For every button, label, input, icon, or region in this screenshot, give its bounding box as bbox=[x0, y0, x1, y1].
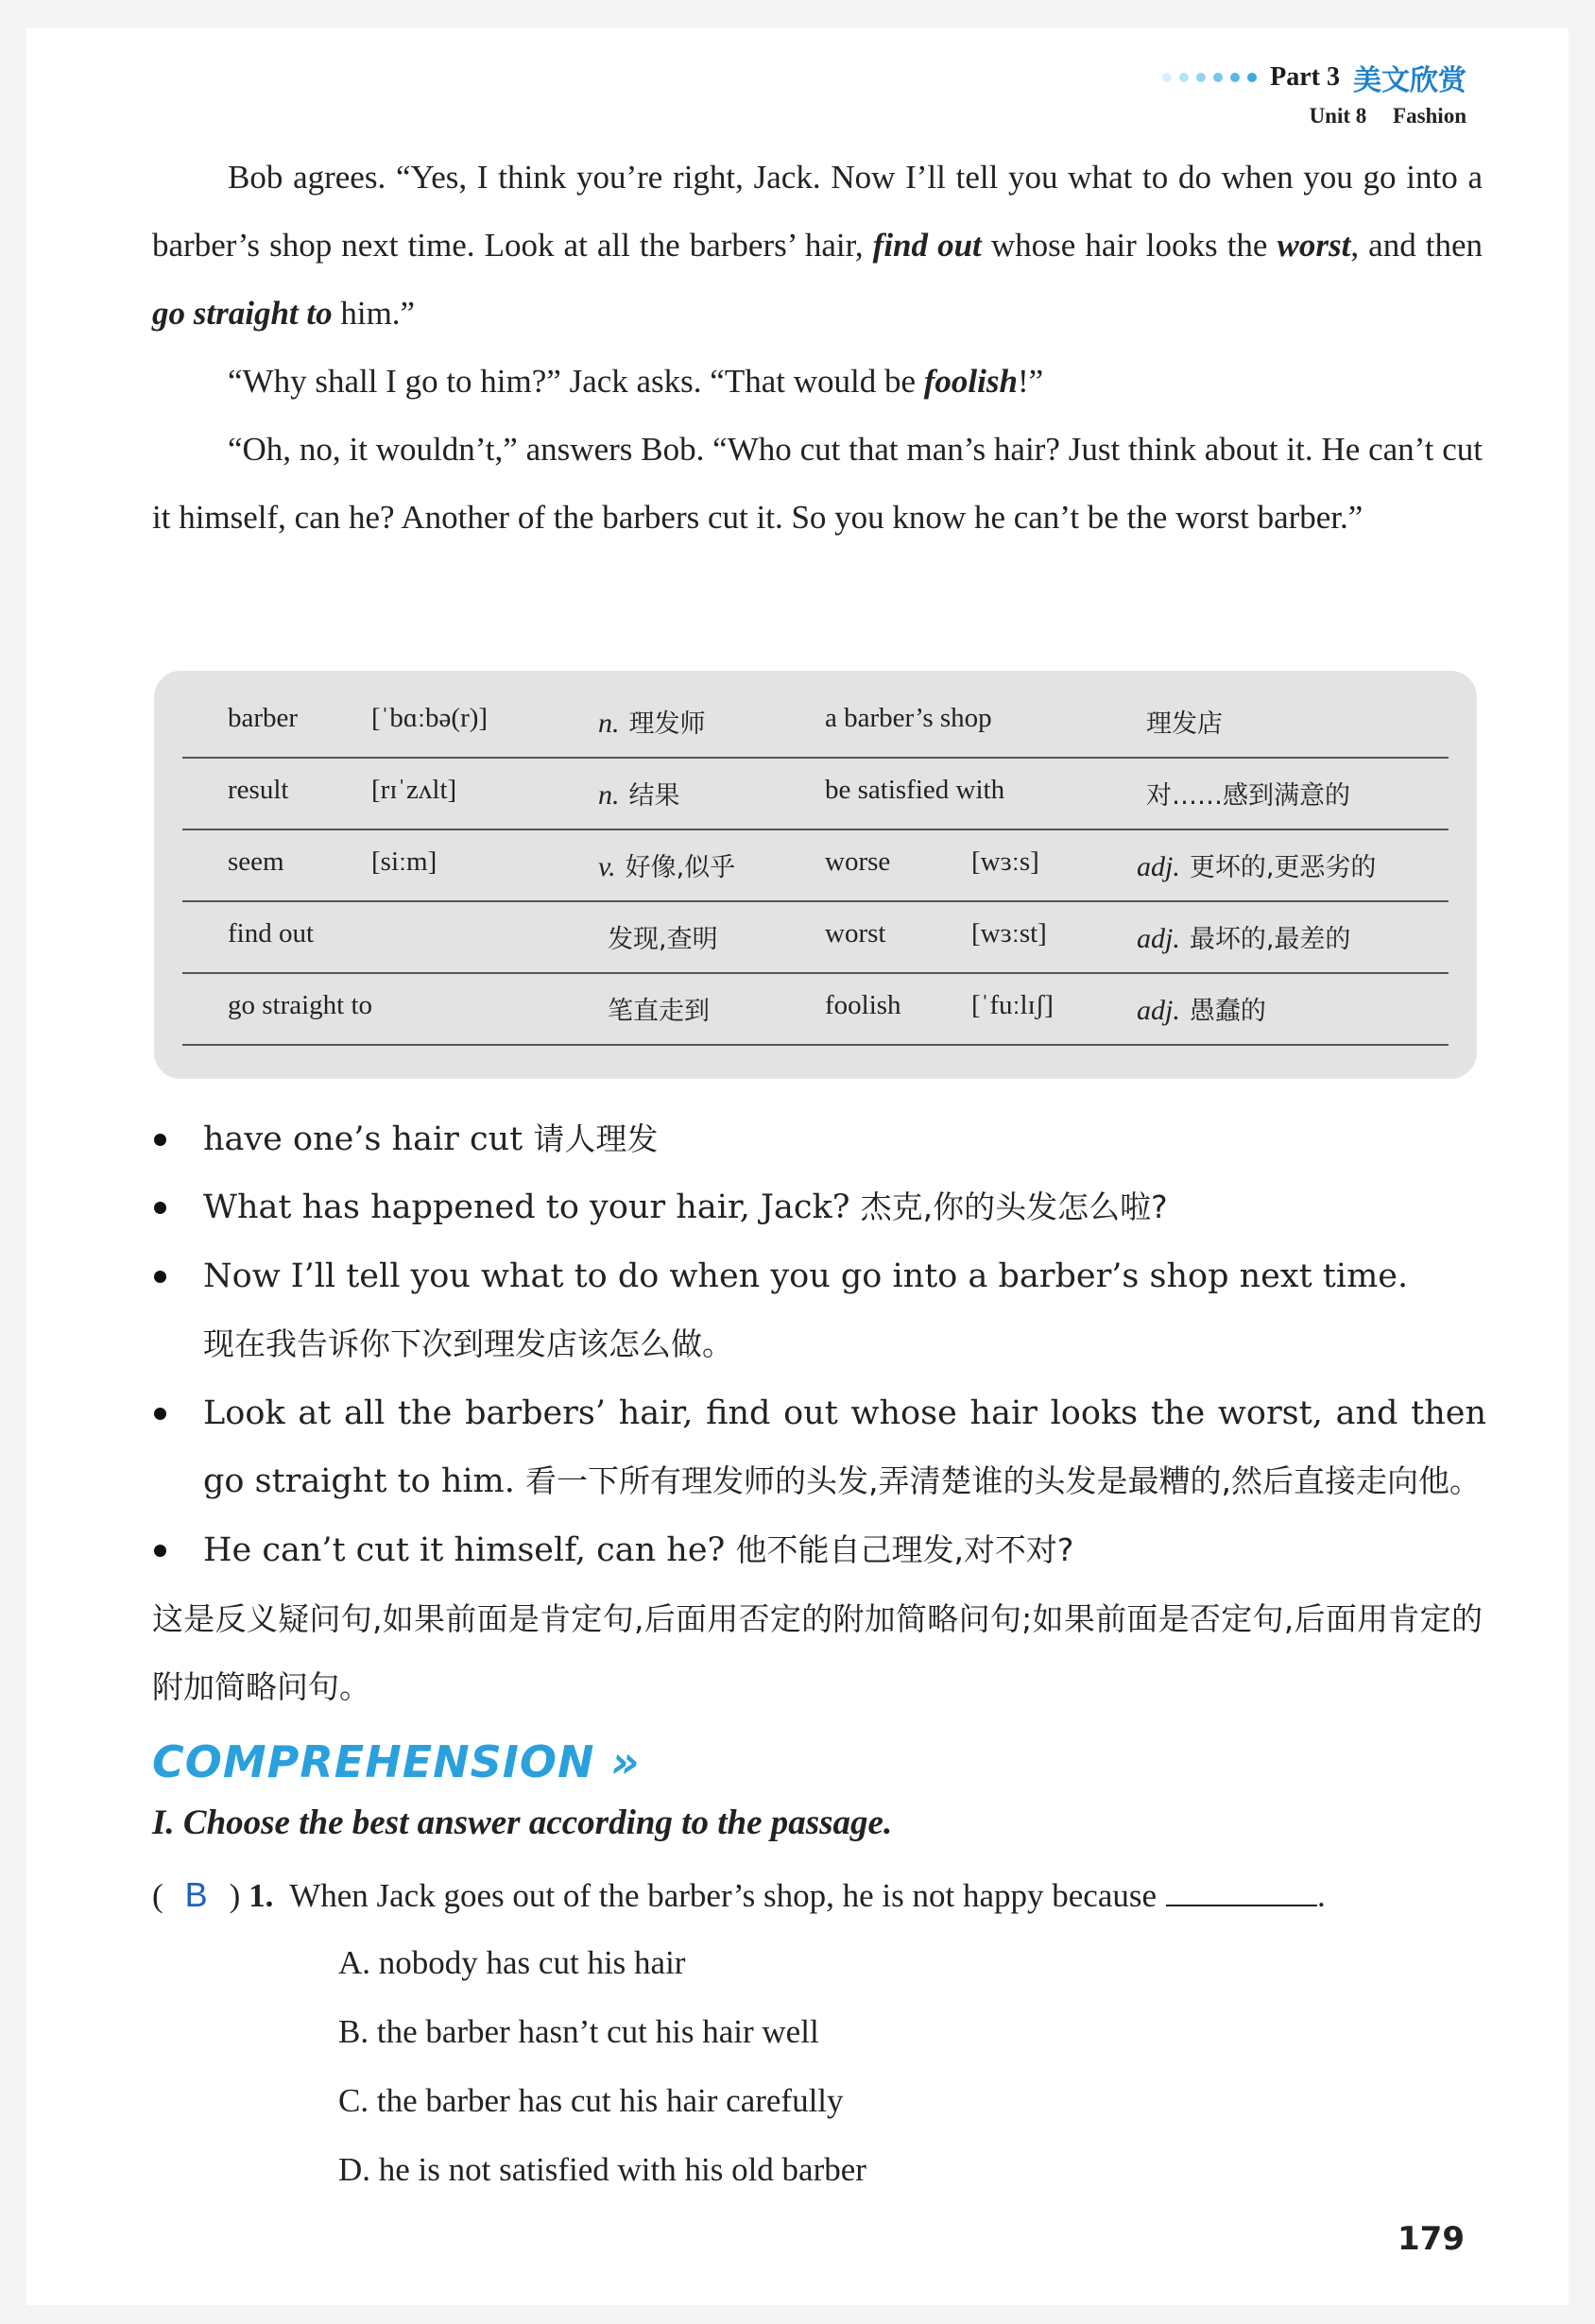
note-2: What has happened to your hair, Jack? 杰克,你的头发怎么啦? bbox=[163, 1173, 1486, 1241]
part-label: Part 3 bbox=[1270, 62, 1340, 92]
vocab-meaning-2: 理发店 bbox=[1146, 709, 1223, 739]
bullet-icon bbox=[154, 1134, 166, 1146]
unit-topic: Fashion bbox=[1393, 104, 1466, 128]
vocab-phonetic-2: [wɜːst] bbox=[971, 918, 1047, 948]
vocab-row bbox=[182, 829, 1449, 902]
comprehension-heading: COMPREHENSION » bbox=[152, 1736, 641, 1787]
note-3: Now I’ll tell you what to do when you go into a barber’s shop next time. 现在我告诉你下次到理发店该怎么做。 bbox=[163, 1242, 1486, 1378]
page-header bbox=[1162, 57, 1466, 128]
note-1: have one’s hair cut 请人理发 bbox=[163, 1105, 1486, 1173]
vocab-word-2: foolish bbox=[825, 990, 901, 1020]
bullet-icon bbox=[154, 1271, 166, 1283]
vocab-phonetic-2: [wɜːs] bbox=[971, 846, 1039, 877]
vocab-meaning-2: 对……感到满意的 bbox=[1146, 781, 1350, 811]
option-d: D. he is not satisfied with his old barber bbox=[338, 2151, 866, 2188]
passage-paragraph-2: “Why shall I go to him?” Jack asks. “That would be foolish!” bbox=[228, 363, 1044, 400]
vocab-meaning: 发现,查明 bbox=[608, 925, 718, 954]
vocab-meaning: 笔直走到 bbox=[608, 997, 710, 1026]
unit-label: Unit 8 bbox=[1309, 104, 1367, 128]
option-a: A. nobody has cut his hair bbox=[338, 1944, 686, 1981]
vocab-word: go straight to bbox=[228, 990, 373, 1020]
option-b: B. the barber hasn’t cut his hair well bbox=[338, 2013, 819, 2050]
vocab-phonetic: [ˈbɑːbə(r)] bbox=[371, 703, 489, 733]
bullet-icon bbox=[154, 1202, 166, 1214]
dots-decoration bbox=[1162, 73, 1257, 82]
answer-mark: B bbox=[184, 1875, 208, 1914]
vocab-row bbox=[182, 758, 1449, 830]
option-c: C. the barber has cut his hair carefully bbox=[338, 2082, 844, 2119]
vocab-word: find out bbox=[228, 918, 315, 948]
vocab-meaning: n. 结果 bbox=[598, 779, 680, 811]
page bbox=[26, 28, 1569, 2305]
vocab-phonetic-2: [ˈfuːlɪʃ] bbox=[971, 990, 1054, 1020]
vocab-row bbox=[182, 973, 1449, 1046]
vocab-meaning-2: adj. 最坏的,最差的 bbox=[1137, 923, 1351, 954]
section-title: I. Choose the best answer according to the passage. bbox=[152, 1803, 893, 1842]
part-title: 美文欣赏 bbox=[1353, 64, 1466, 97]
answer-blank bbox=[1166, 1905, 1317, 1906]
question-1: ( B ) 1. When Jack goes out of the barber’s shop, he is not happy because . bbox=[152, 1875, 1326, 1914]
bullet-icon bbox=[154, 1408, 166, 1420]
vocab-row bbox=[182, 686, 1449, 759]
vocab-meaning-2: adj. 更坏的,更恶劣的 bbox=[1137, 851, 1377, 882]
vocab-meaning: v. 好像,似乎 bbox=[598, 851, 736, 882]
passage-paragraph-1: Bob agrees. “Yes, I think you’re right, Jack. Now I’ll tell you what to do when you go into a barber’s shop next time. Look at all the barbers’ hair, find out whose hair looks the worst, and then go straight to him.” bbox=[152, 159, 1484, 332]
passage-paragraph-3: “Oh, no, it wouldn’t,” answers Bob. “Who cut that man’s hair? Just think about it. He can’t cut it himself, can he? Another of the barbers cut it. So you know he can’t be the worst barber.” bbox=[152, 431, 1483, 536]
vocab-phonetic: [siːm] bbox=[371, 846, 437, 877]
vocab-phonetic: [rɪˈzʌlt] bbox=[371, 775, 457, 805]
vocab-word-2: a barber’s shop bbox=[825, 703, 992, 733]
vocabulary-table bbox=[154, 671, 1477, 1079]
bullet-icon bbox=[154, 1545, 166, 1557]
vocab-meaning-2: adj. 愚蠢的 bbox=[1137, 995, 1266, 1026]
vocab-row bbox=[182, 901, 1449, 974]
vocab-word: result bbox=[228, 775, 289, 805]
note-4: Look at all the barbers’ hair, find out whose hair looks the worst, and then go straight to him. 看一下所有理发师的头发,弄清楚谁的头发是最糟的,然后直接走向他。 bbox=[163, 1379, 1486, 1515]
vocab-word-2: worse bbox=[825, 846, 891, 877]
vocab-meaning: n. 理发师 bbox=[598, 708, 706, 739]
note-5: He can’t cut it himself, can he? 他不能自己理发,对不对? bbox=[163, 1516, 1486, 1584]
vocab-word-2: worst bbox=[825, 918, 886, 948]
vocab-word-2: be satisfied with bbox=[825, 775, 1005, 805]
grammar-note: 这是反义疑问句,如果前面是肯定句,后面用否定的附加简略问句;如果前面是否定句,后面用肯定的附加简略问句。 bbox=[152, 1600, 1483, 1705]
page-number: 179 bbox=[1398, 2220, 1465, 2258]
vocab-word: seem bbox=[228, 846, 284, 877]
vocab-word: barber bbox=[228, 703, 299, 733]
